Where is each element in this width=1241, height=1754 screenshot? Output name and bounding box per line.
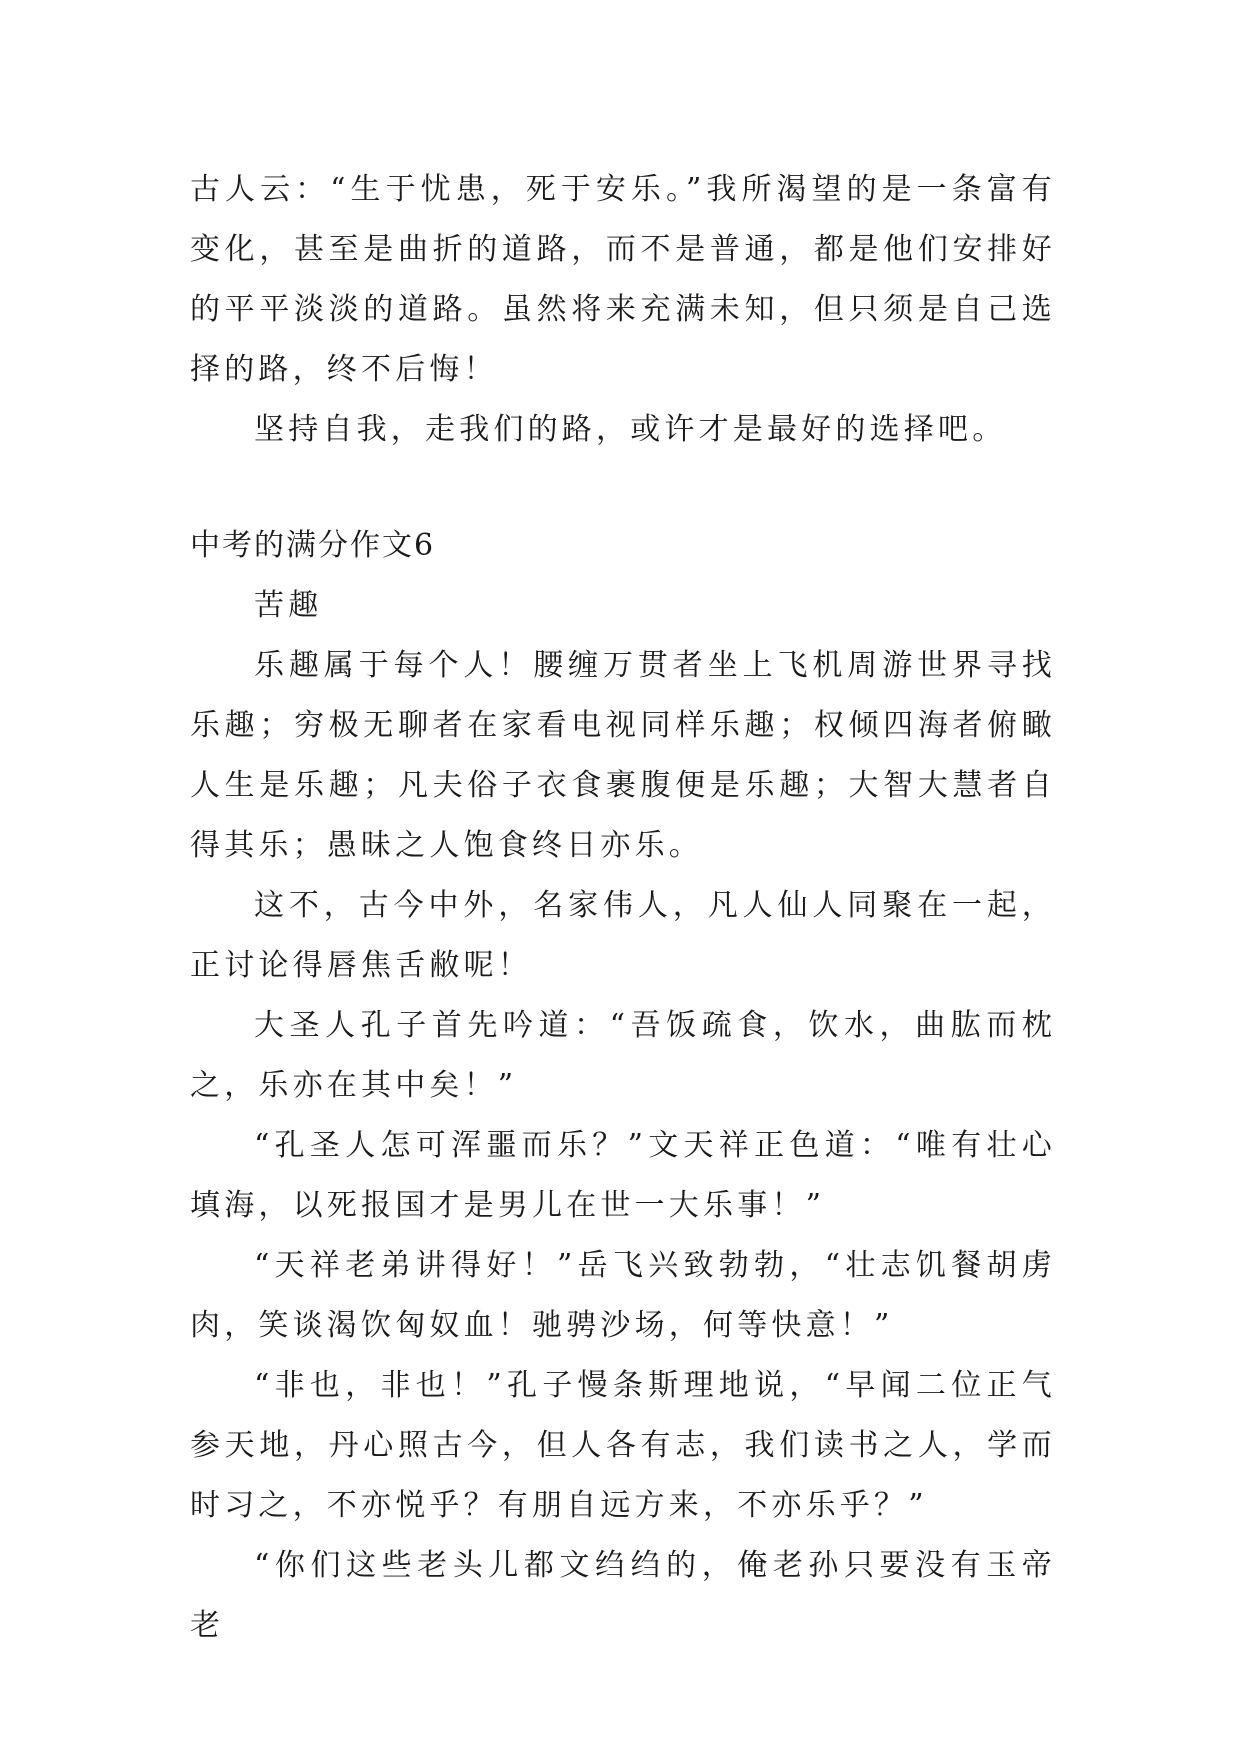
body-paragraph-7: “你们这些老头儿都文绉绉的，俺老孙只要没有玉帝老 bbox=[190, 1548, 1056, 1643]
intro-paragraph-2: 坚持自我，走我们的路，或许才是最好的选择吧。 bbox=[254, 412, 1007, 447]
document-body bbox=[190, 160, 1056, 1656]
body-paragraph-3: 大圣人孔子首先吟道：“吾饭疏食，饮水，曲肱而枕之，乐亦在其中矣！” bbox=[190, 1008, 1056, 1103]
body-paragraph-2: 这不，古今中外，名家伟人，凡人仙人同聚在一起，正讨论得唇焦舌敝呢！ bbox=[190, 888, 1056, 983]
body-paragraph-6: “非也，非也！”孔子慢条斯理地说，“早闻二位正气参天地，丹心照古今，但人各有志，我们读书之人，学而时习之，不亦悦乎？有朋自远方来，不亦乐乎？” bbox=[190, 1368, 1056, 1523]
section-title: 中考的满分作文6 bbox=[190, 528, 436, 563]
essay-title: 苦趣 bbox=[254, 588, 323, 623]
body-paragraph-4: “孔圣人怎可浑噩而乐？”文天祥正色道：“唯有壮心填海，以死报国才是男儿在世一大乐事！” bbox=[190, 1128, 1056, 1223]
body-paragraph-5: “天祥老弟讲得好！”岳飞兴致勃勃，“壮志饥餐胡虏肉，笑谈渴饮匈奴血！驰骋沙场，何等快意！” bbox=[190, 1248, 1056, 1343]
intro-paragraph-1: 古人云：“生于忧患，死于安乐。”我所渴望的是一条富有变化，甚至是曲折的道路，而不是普通，都是他们安排好的平平淡淡的道路。虽然将来充满未知，但只须是自己选择的路，终不后悔！ bbox=[190, 172, 1056, 387]
body-paragraph-1: 乐趣属于每个人！腰缠万贯者坐上飞机周游世界寻找乐趣；穷极无聊者在家看电视同样乐趣；权倾四海者俯瞰人生是乐趣；凡夫俗子衣食裹腹便是乐趣；大智大慧者自得其乐；愚昧之人饱食终日亦乐。 bbox=[190, 648, 1056, 863]
